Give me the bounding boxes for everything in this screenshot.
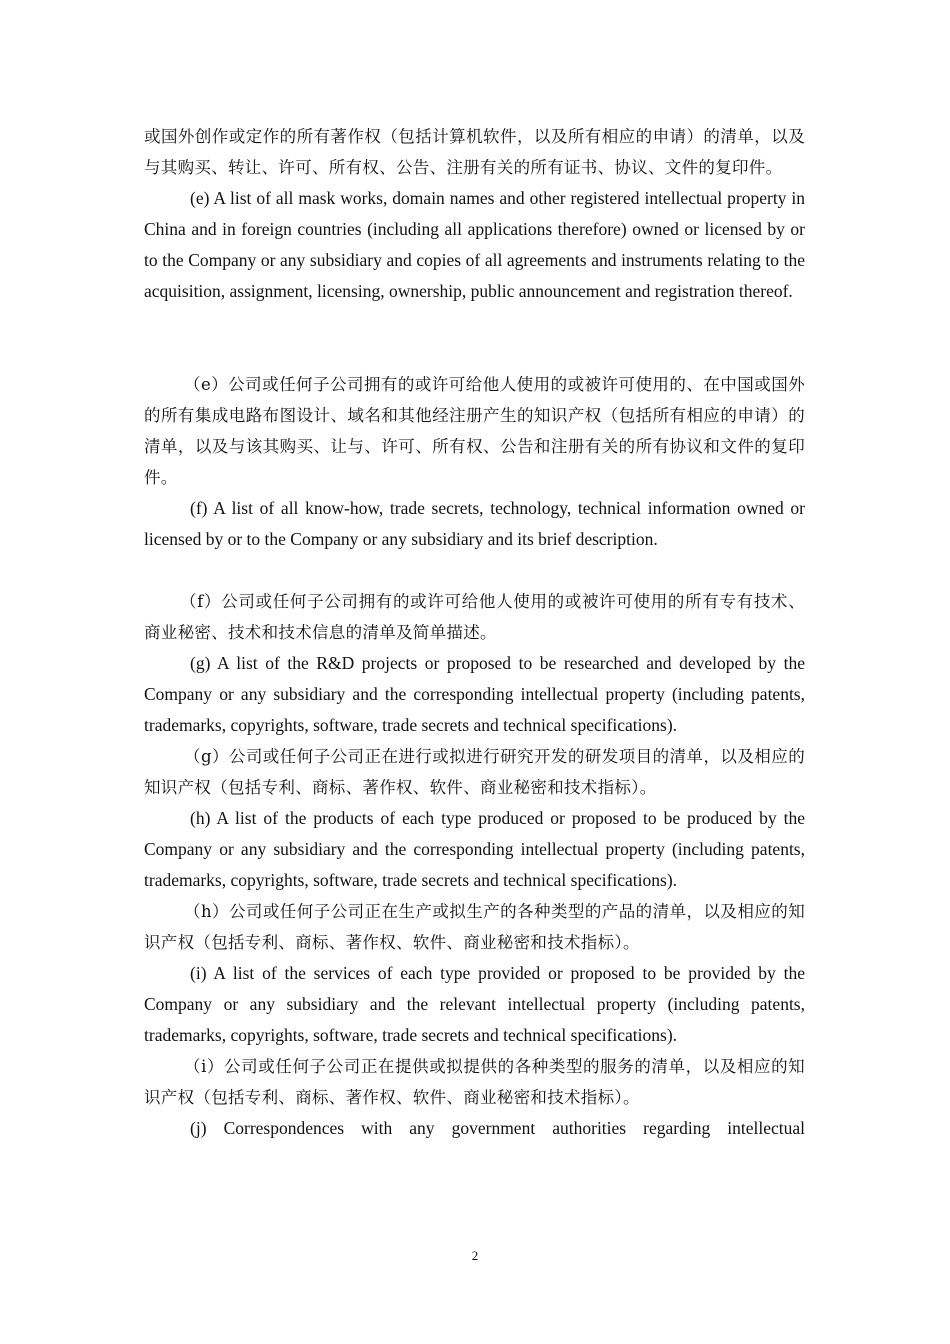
spacer <box>144 555 805 586</box>
paragraph-h-chinese: （h）公司或任何子公司正在生产或拟生产的各种类型的产品的清单，以及相应的知识产权（包括专利、商标、著作权、软件、商业秘密和技术指标）。 <box>144 902 805 952</box>
paragraph-f-english: (f) A list of all know-how, trade secrets, technology, technical information owned or licensed by or to the Company or any subsidiary and its brief description. <box>144 498 805 549</box>
paragraph-g-chinese: （g）公司或任何子公司正在进行或拟进行研究开发的研发项目的清单，以及相应的知识产权（包括专利、商标、著作权、软件、商业秘密和技术指标）。 <box>144 747 805 797</box>
paragraph-h-english: (h) A list of the products of each type produced or proposed to be produced by the Company or any subsidiary and the corresponding intellectual property (including patents, trademarks, copyrights, software, trade secrets and technical specifications). <box>144 808 805 890</box>
paragraph-e-chinese: （e）公司或任何子公司拥有的或许可给他人使用的或被许可使用的、在中国或国外的所有集成电路布图设计、域名和其他经注册产生的知识产权（包括所有相应的申请）的清单，以及与该其购买、让与、许可、所有权、公告和注册有关的所有协议和文件的复印件。 <box>144 375 805 487</box>
page-number: 2 <box>471 1248 479 1263</box>
paragraph-i-english: (i) A list of the services of each type provided or proposed to be provided by the Company or any subsidiary and the relevant intellectual property (including patents, trademarks, copyrights, software, trade secrets and technical specifications). <box>144 963 805 1045</box>
paragraph-i-chinese: （i）公司或任何子公司正在提供或拟提供的各种类型的服务的清单，以及相应的知识产权（包括专利、商标、著作权、软件、商业秘密和技术指标）。 <box>144 1057 805 1107</box>
spacer <box>144 307 805 369</box>
paragraph-j-english-start: (j) Correspondences with any government authorities regarding intellectual <box>190 1118 805 1138</box>
paragraph-e-english: (e) A list of all mask works, domain names and other registered intellectual property in China and in foreign countries (including all applications therefore) owned or licensed by or to the Company or any subsidiary and copies of all agreements and instruments relating to the acquisition, assignment, licensing, ownership, public announcement and registration thereof. <box>144 188 805 301</box>
paragraph-d-chinese-continuation: 或国外创作或定作的所有著作权（包括计算机软件，以及所有相应的申请）的清单，以及与其购买、转让、许可、所有权、公告、注册有关的所有证书、协议、文件的复印件。 <box>144 127 805 177</box>
document-body <box>144 121 805 1144</box>
paragraph-f-chinese: （f）公司或任何子公司拥有的或许可给他人使用的或被许可使用的所有专有技术、商业秘密、技术和技术信息的清单及简单描述。 <box>144 592 805 642</box>
paragraph-g-english: (g) A list of the R&D projects or proposed to be researched and developed by the Company or any subsidiary and the corresponding intellectual property (including patents, trademarks, copyrights, software, trade secrets and technical specifications). <box>144 653 805 735</box>
